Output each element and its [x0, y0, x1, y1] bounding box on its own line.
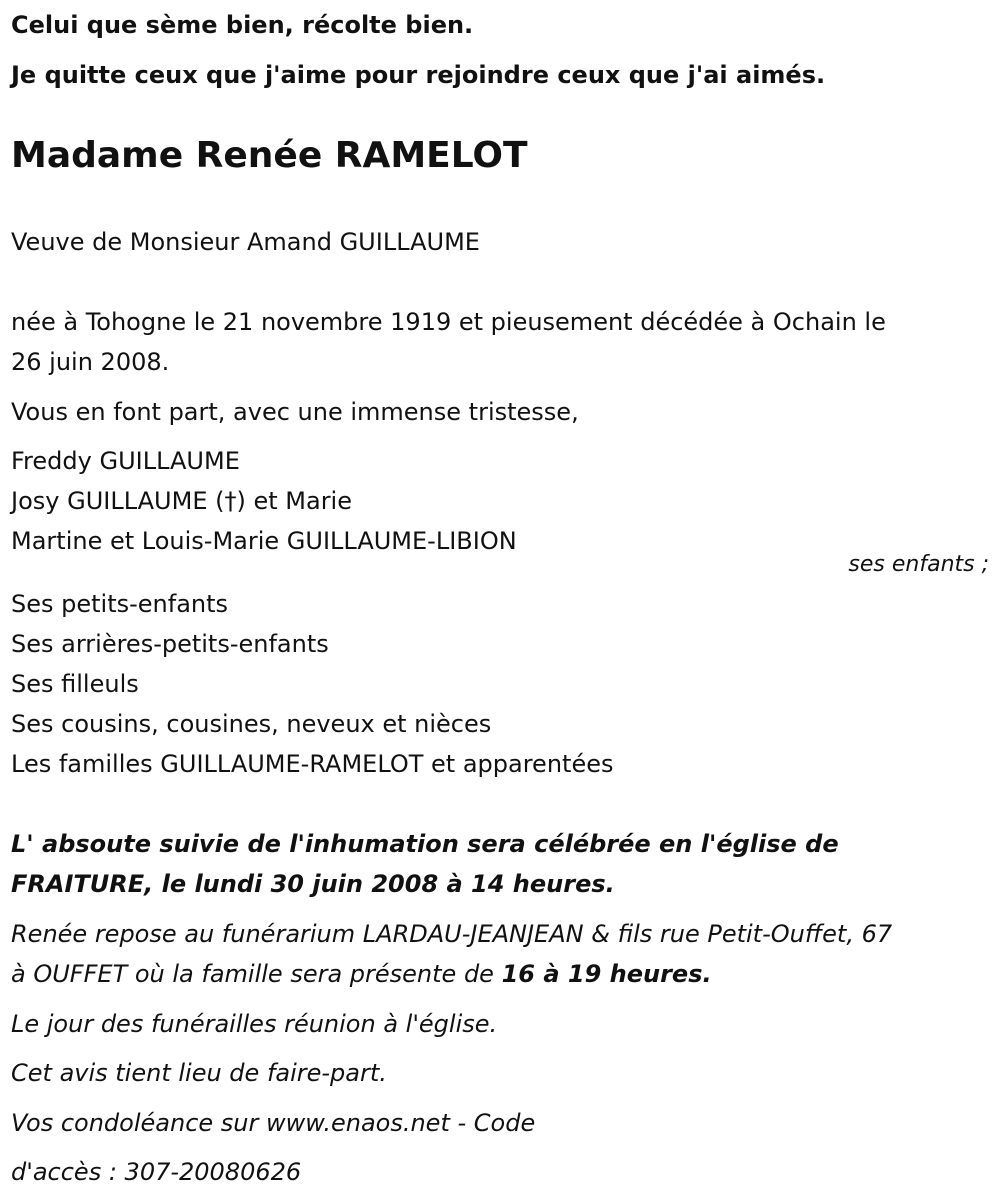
birth-death-line-1: née à Tohogne le 21 novembre 1919 et pieusement décédée à Ochain le — [11, 308, 886, 336]
birth-death-line-2: 26 juin 2008. — [11, 348, 170, 376]
family-grandchildren: Ses petits-enfants — [11, 590, 229, 618]
family-great-grandchildren: Ses arrières-petits-enfants — [11, 630, 329, 658]
child-1: Freddy GUILLAUME — [11, 447, 240, 475]
announcement: Vous en font part, avec une immense tristesse, — [11, 398, 579, 426]
condolences-line-2: d'accès : 307-20080626 — [11, 1158, 302, 1186]
deceased-name: Madame Renée RAMELOT — [11, 135, 528, 176]
funerarium-presence-text: à OUFFET où la famille sera présente de — [11, 960, 502, 988]
ceremony-line-2: FRAITURE, le lundi 30 juin 2008 à 14 heures. — [11, 870, 615, 898]
family-godchildren: Ses filleuls — [11, 670, 139, 698]
widow-of: Veuve de Monsieur Amand GUILLAUME — [11, 228, 480, 256]
epigraph-line-2: Je quitte ceux que j'aime pour rejoindre ceux que j'ai aimés. — [11, 61, 826, 89]
ceremony-line-1: L' absoute suivie de l'inhumation sera célébrée en l'église de — [11, 830, 839, 858]
funerarium-line-1: Renée repose au funérarium LARDAU-JEANJEAN & fils rue Petit-Ouffet, 67 — [11, 920, 893, 948]
family-cousins: Ses cousins, cousines, neveux et nièces — [11, 710, 492, 738]
family-relatives: Les familles GUILLAUME-RAMELOT et apparentées — [11, 750, 614, 778]
children-caption: ses enfants ; — [848, 552, 989, 577]
note-faire-part: Cet avis tient lieu de faire-part. — [11, 1059, 387, 1087]
funerarium-hours: 16 à 19 heures. — [501, 960, 712, 988]
note-reunion: Le jour des funérailles réunion à l'église. — [11, 1010, 498, 1038]
epigraph-line-1: Celui que sème bien, récolte bien. — [11, 11, 474, 39]
child-2: Josy GUILLAUME (†) et Marie — [11, 487, 352, 515]
condolences-line-1: Vos condoléance sur www.enaos.net - Code — [11, 1109, 536, 1137]
child-3: Martine et Louis-Marie GUILLAUME-LIBION — [11, 527, 517, 555]
funerarium-line-2 — [11, 959, 712, 989]
